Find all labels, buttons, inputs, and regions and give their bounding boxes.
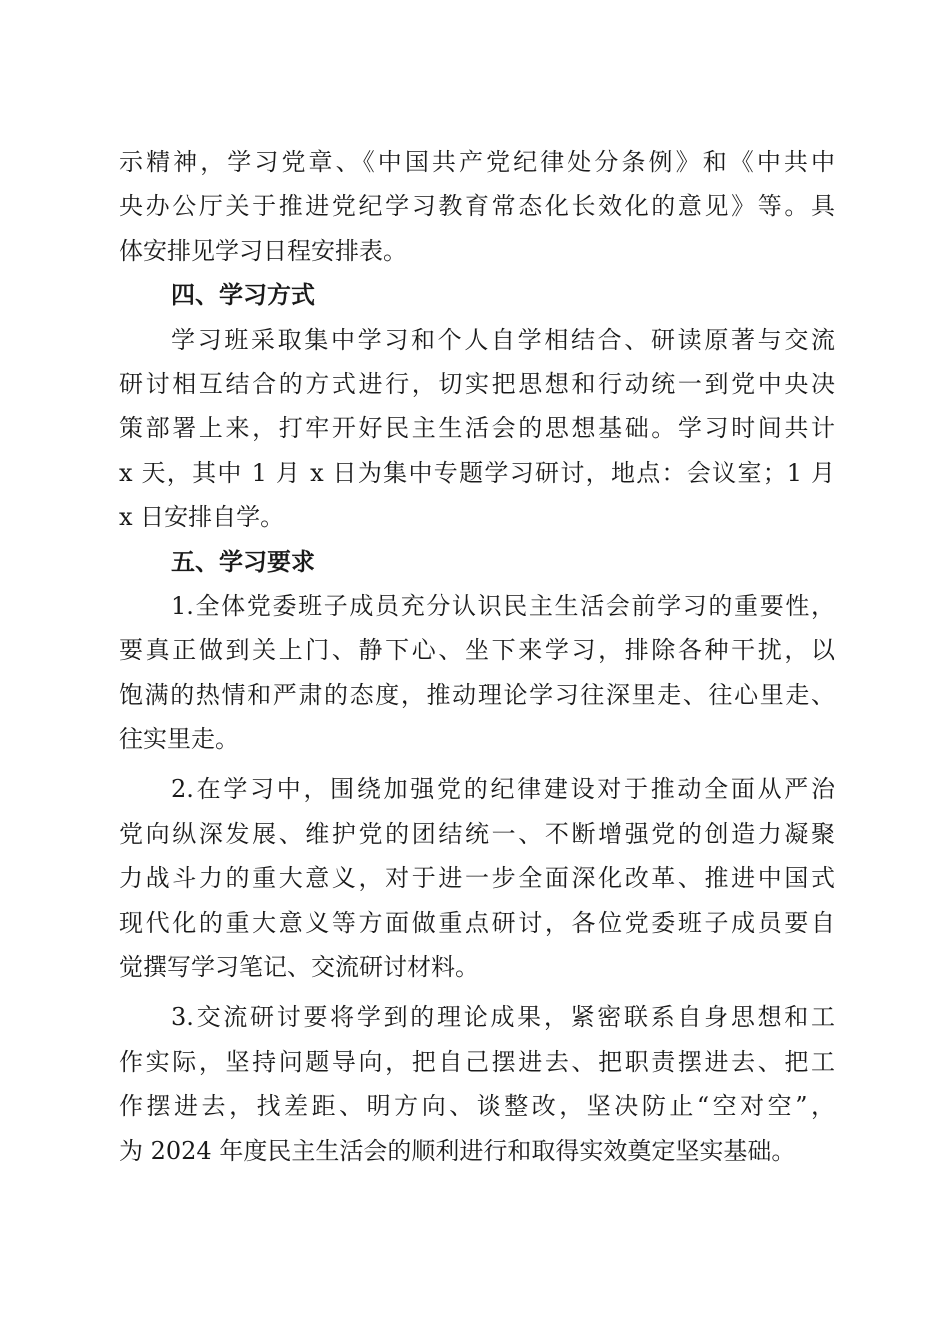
text-line: 2.在学习中，围绕加强党的纪律建设对于推动全面从严治 — [171, 775, 835, 804]
text-line: 学习班采取集中学习和个人自学相结合、研读原著与交流 — [171, 325, 835, 354]
text-line: 央办公厅关于推进党纪学习教育常态化长效化的意见》等。具 — [119, 192, 835, 221]
section-4-heading: 四、学习方式 — [171, 281, 315, 310]
text-line: 要真正做到关上门、静下心、坐下来学习，排除各种干扰，以 — [119, 636, 835, 665]
text-line: 为 2024 年度民主生活会的顺利进行和取得实效奠定坚实基础。 — [119, 1136, 796, 1165]
requirement-item-2 — [119, 767, 835, 989]
text-line: 1.全体党委班子成员充分认识民主生活会前学习的重要性， — [171, 591, 835, 620]
text-line: x 日安排自学。 — [119, 503, 285, 532]
text-line: 党向纵深发展、维护党的团结统一、不断增强党的创造力凝聚 — [119, 819, 835, 848]
text-line: 作实际，坚持问题导向，把自己摆进去、把职责摆进去、把工 — [119, 1047, 835, 1076]
text-line: 觉撰写学习笔记、交流研讨材料。 — [119, 953, 479, 982]
text-line: 力战斗力的重大意义，对于进一步全面深化改革、推进中国式 — [119, 864, 835, 893]
requirement-item-1 — [119, 584, 835, 762]
intro-paragraph — [119, 140, 835, 273]
requirement-item-3 — [119, 995, 835, 1173]
text-line: 作摆进去，找差距、明方向、谈整改，坚决防止“空对空”， — [119, 1092, 835, 1121]
section-5-heading: 五、学习要求 — [171, 547, 315, 576]
text-line: 示精神，学习党章、《中国共产党纪律处分条例》和《中共中 — [119, 148, 835, 176]
text-line: 现代化的重大意义等方面做重点研讨，各位党委班子成员要自 — [119, 908, 835, 937]
text-line: 饱满的热情和严肃的态度，推动理论学习往深里走、往心里走、 — [119, 680, 835, 709]
text-line: 研讨相互结合的方式进行，切实把思想和行动统一到党中央决 — [119, 369, 835, 398]
document-page — [119, 140, 835, 1173]
text-line: x 天，其中 1 月 x 日为集中专题学习研讨，地点：会议室；1 月 — [119, 458, 835, 487]
section-4-paragraph — [119, 318, 835, 540]
text-line: 3.交流研讨要将学到的理论成果，紧密联系自身思想和工 — [171, 1003, 835, 1032]
text-line: 往实里走。 — [119, 725, 239, 754]
text-line: 策部署上来，打牢开好民主生活会的思想基础。学习时间共计 — [119, 414, 835, 443]
text-line: 体安排见学习日程安排表。 — [119, 236, 407, 265]
